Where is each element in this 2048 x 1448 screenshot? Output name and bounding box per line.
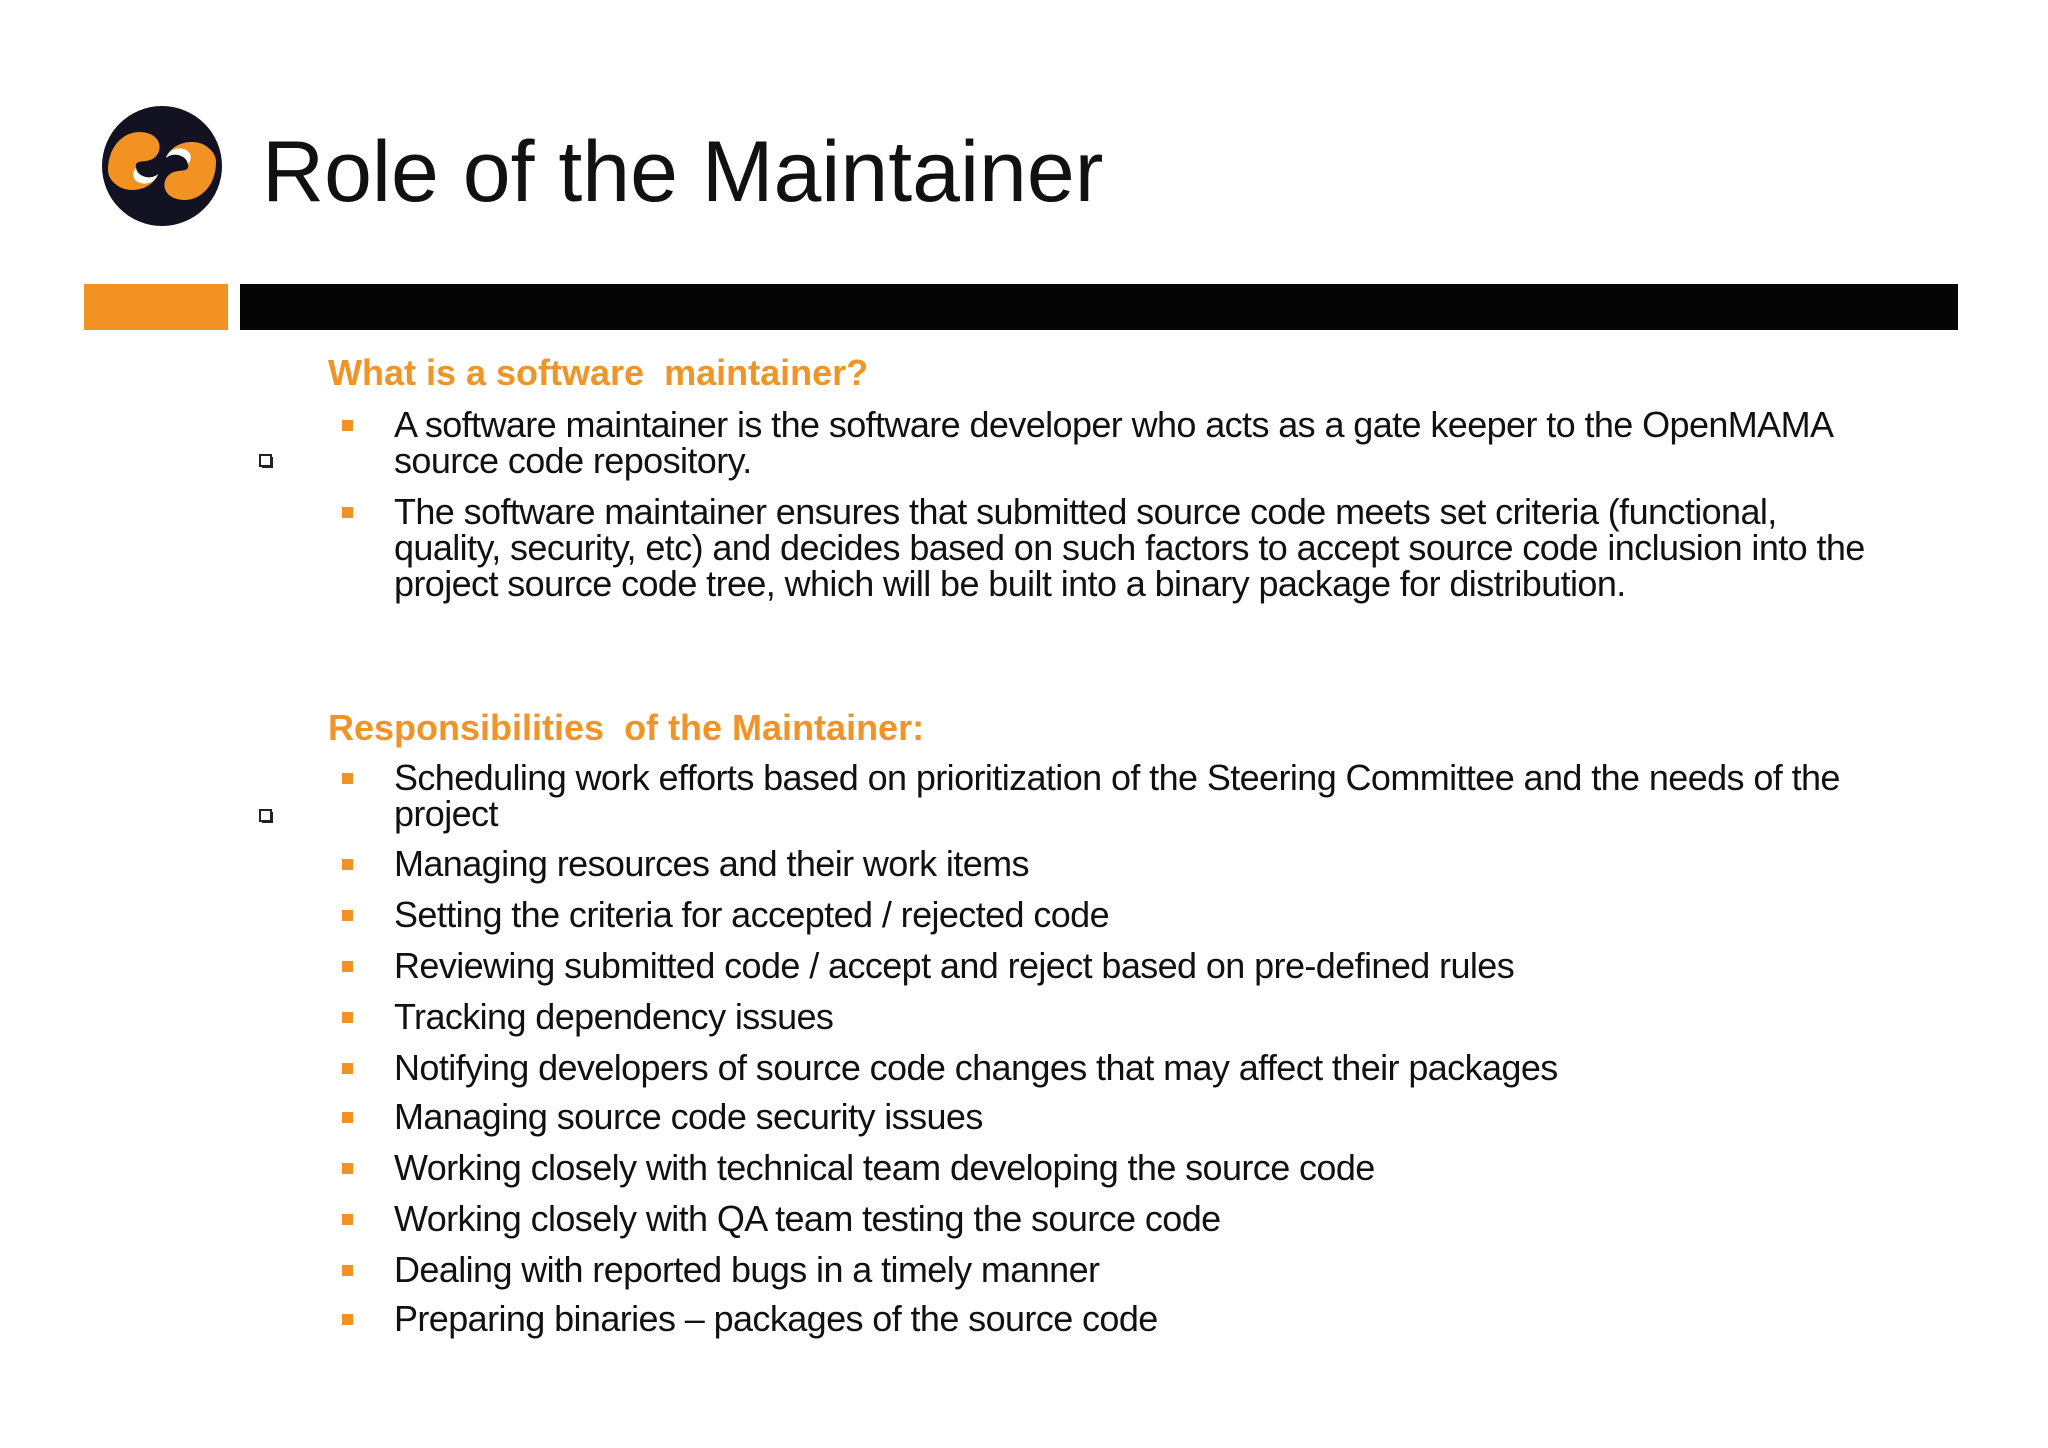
list-item-text: The software maintainer ensures that submitted source code meets set criteria (functional, quality, security, etc) and decides based on such factors to accept source code inclusion into the project source code tree, which will be built into a binary package for distribution.: [394, 491, 1865, 604]
square-bullet-icon: [342, 1314, 353, 1325]
list-item-text: Notifying developers of source code changes that may affect their packages: [394, 1047, 1558, 1088]
square-bullet-icon: [342, 1112, 353, 1123]
square-bullet-icon: [342, 961, 353, 972]
list-item-text: Reviewing submitted code / accept and reject based on pre-defined rules: [394, 945, 1515, 986]
square-bullet-icon: [342, 910, 353, 921]
list-item-text: Managing source code security issues: [394, 1096, 983, 1137]
checkbox-bullet-icon: [259, 721, 273, 735]
checkbox-bullet-icon: [259, 366, 273, 380]
square-bullet-icon: [342, 507, 353, 518]
list-item: [394, 843, 1874, 884]
section-heading-label: Responsibilities of the Maintainer:: [328, 707, 925, 748]
square-bullet-icon: [342, 1063, 353, 1074]
list-item-text: A software maintainer is the software developer who acts as a gate keeper to the OpenMAMA source code repository.: [394, 404, 1832, 481]
list-item: [394, 894, 1874, 935]
list-item: [394, 404, 1874, 481]
list-item: [394, 1249, 1874, 1290]
list-item: [394, 1047, 1874, 1088]
list-item-text: Tracking dependency issues: [394, 996, 834, 1037]
square-bullet-icon: [342, 1163, 353, 1174]
section-heading: [264, 351, 869, 527]
square-bullet-icon: [342, 1012, 353, 1023]
square-bullet-icon: [342, 773, 353, 784]
list-item: [394, 757, 1874, 834]
list-item: [394, 1096, 1874, 1137]
slide-title: Role of the Maintainer: [262, 124, 1104, 220]
header-divider-bar: [240, 284, 1958, 330]
openmama-logo-icon: [100, 104, 224, 228]
list-item: [394, 945, 1874, 986]
list-item-text: Preparing binaries – packages of the source code: [394, 1298, 1158, 1339]
list-item: [394, 1298, 1874, 1339]
list-item: [394, 1147, 1874, 1188]
square-bullet-icon: [342, 1214, 353, 1225]
square-bullet-icon: [342, 859, 353, 870]
list-item-text: Working closely with technical team developing the source code: [394, 1147, 1375, 1188]
list-item-text: Dealing with reported bugs in a timely manner: [394, 1249, 1100, 1290]
list-item-text: Working closely with QA team testing the source code: [394, 1198, 1221, 1239]
list-item-text: Managing resources and their work items: [394, 843, 1029, 884]
square-bullet-icon: [342, 1265, 353, 1276]
square-bullet-icon: [342, 420, 353, 431]
list-item-text: Scheduling work efforts based on prioritization of the Steering Committee and the needs of the project: [394, 757, 1840, 834]
list-item: [394, 491, 1874, 604]
section-heading-label: What is a software maintainer?: [328, 352, 869, 393]
list-item-text: Setting the criteria for accepted / rejected code: [394, 894, 1110, 935]
list-item: [394, 1198, 1874, 1239]
list-item: [394, 996, 1874, 1037]
header-accent-bar: [84, 284, 228, 330]
